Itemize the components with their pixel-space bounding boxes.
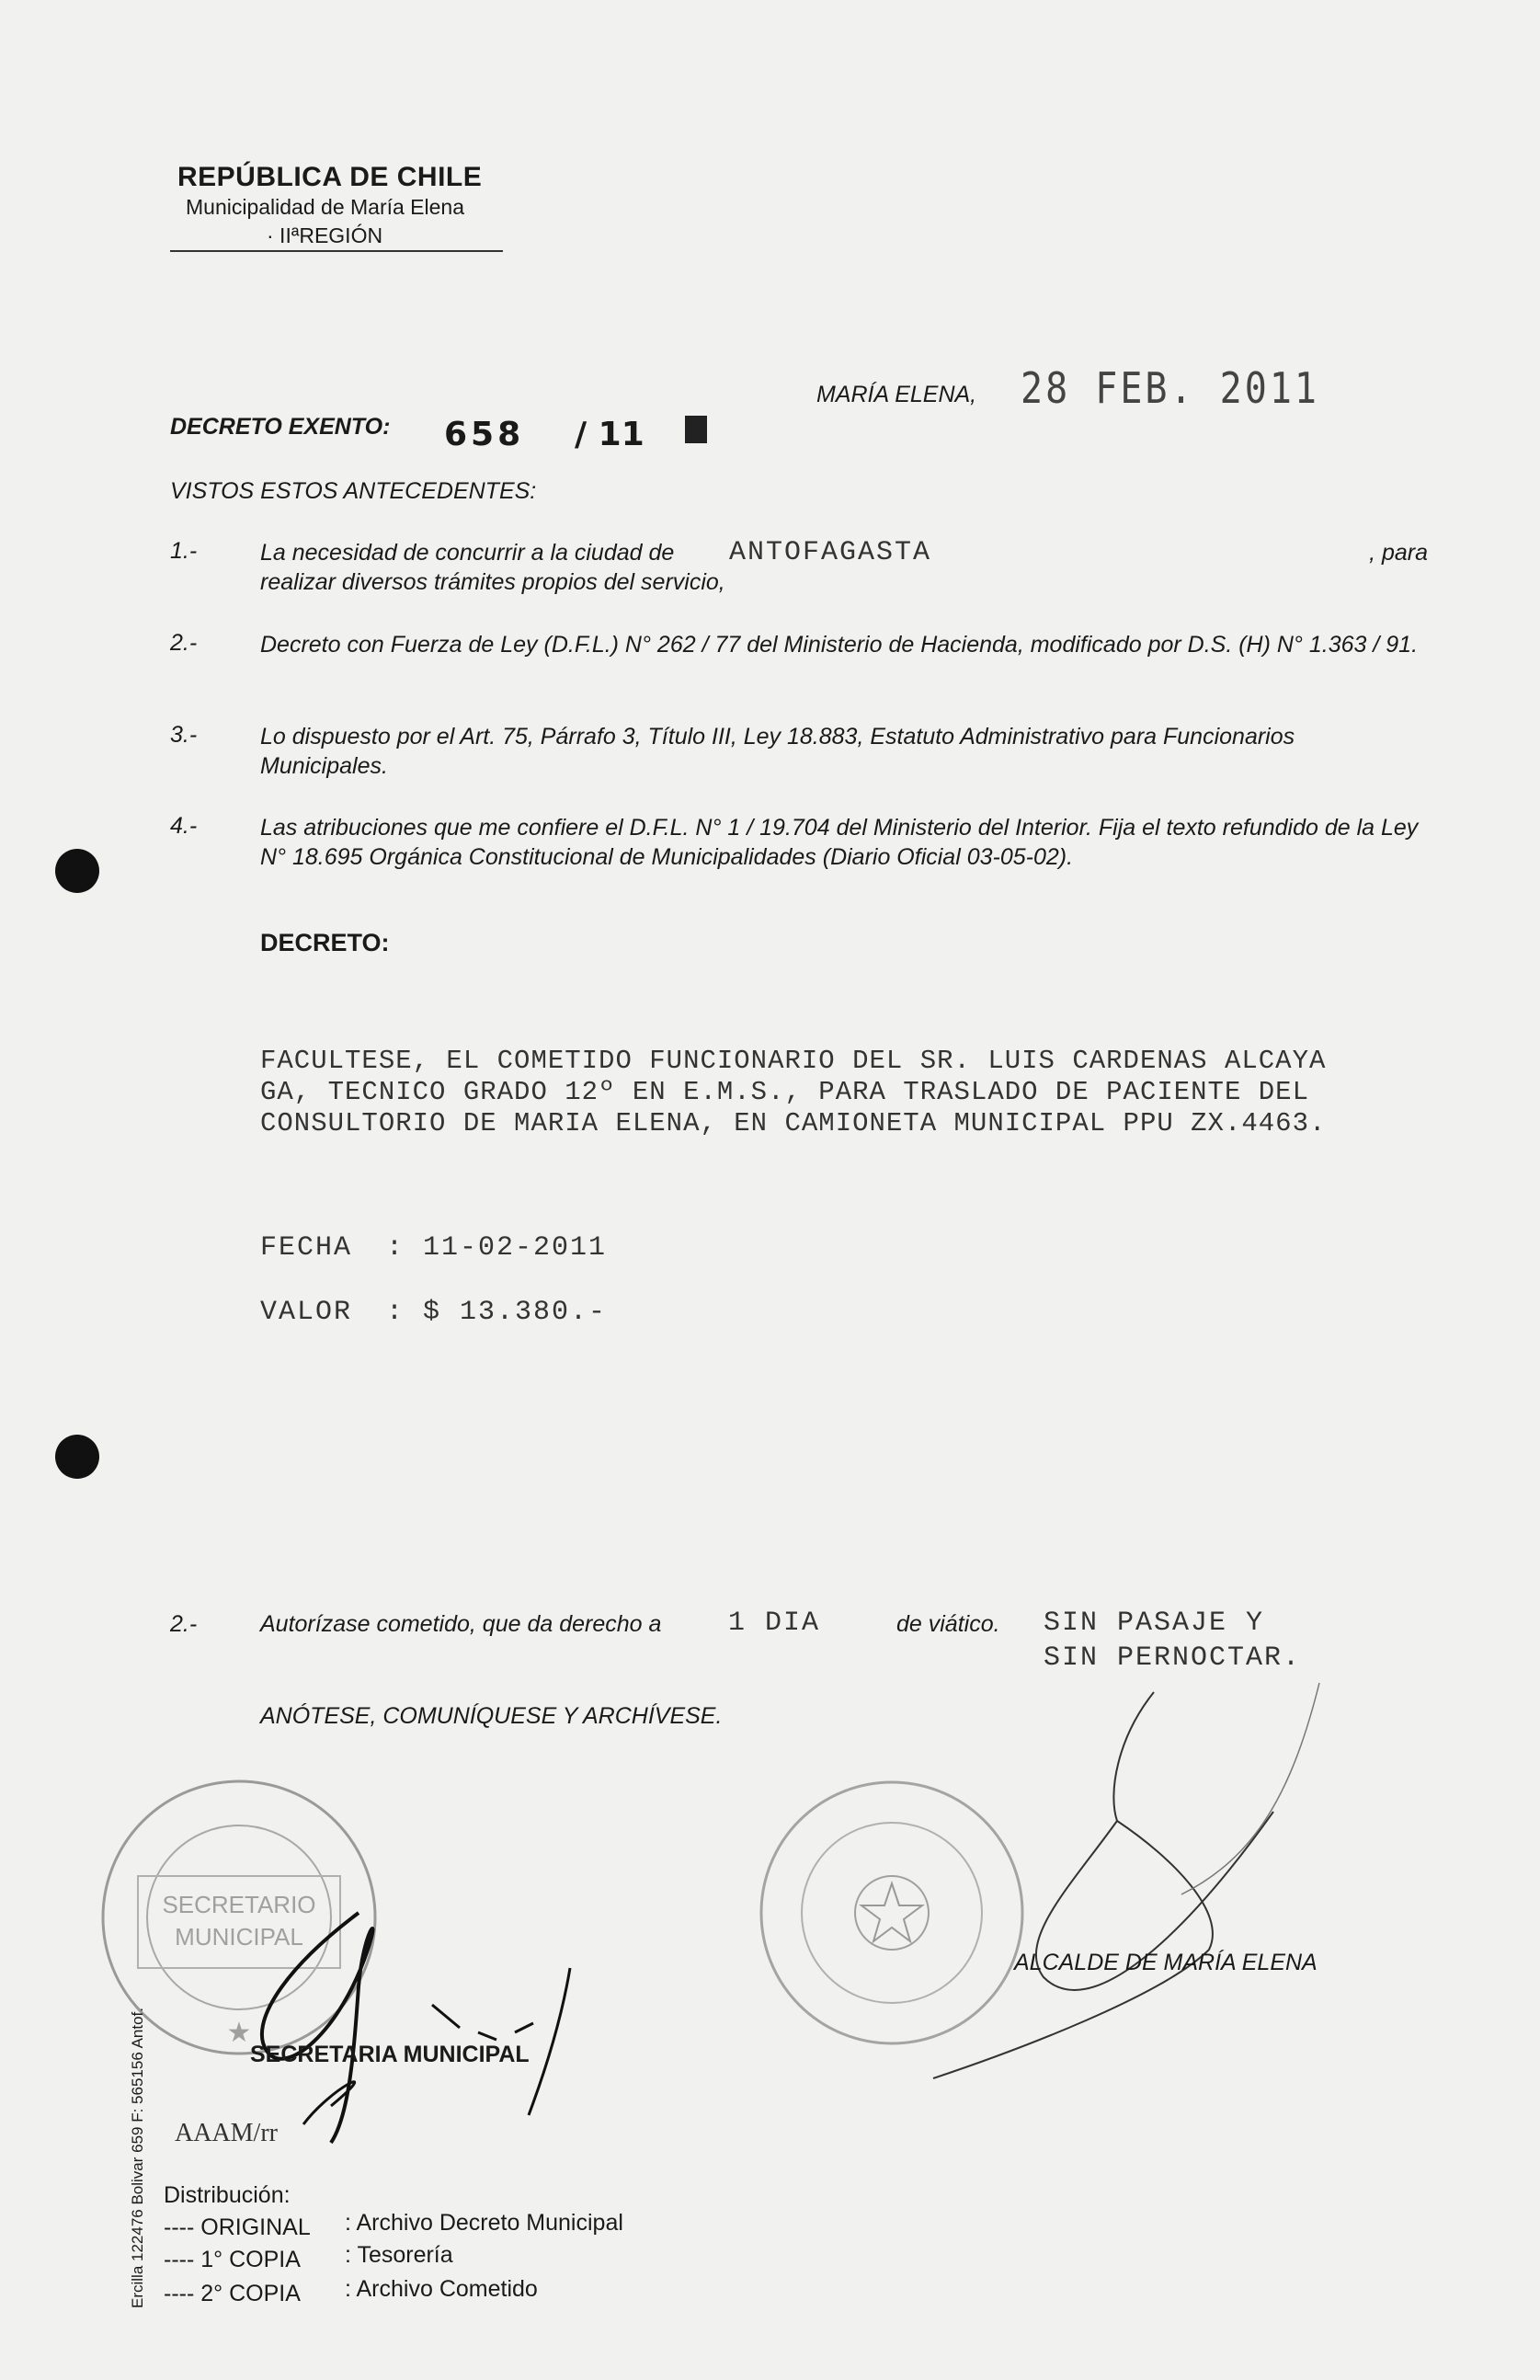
distribution-copy: ---- ORIGINAL bbox=[164, 2214, 311, 2240]
stamp-mark bbox=[685, 416, 707, 443]
mayor-signature bbox=[906, 1609, 1420, 2106]
item-text: , para bbox=[1369, 540, 1428, 566]
closing-text: ANÓTESE, COMUNÍQUESE Y ARCHÍVESE. bbox=[260, 1703, 723, 1729]
header-divider bbox=[170, 250, 503, 252]
initials: AAAM/rr bbox=[175, 2119, 278, 2147]
decreto-title: DECRETO: bbox=[260, 929, 390, 956]
item-number: 1.- bbox=[170, 538, 198, 564]
country-title: REPÚBLICA DE CHILE bbox=[177, 162, 483, 192]
vistos-title: VISTOS ESTOS ANTECEDENTES: bbox=[170, 478, 537, 504]
secretary-title: SECRETARIA MUNICIPAL bbox=[250, 2042, 530, 2067]
star-icon: ★ bbox=[226, 2018, 252, 2048]
vistos-item-4: Las atribuciones que me confiere el D.F.L. N° 1 / 19.704 del Ministerio del Interior. Fija el texto refundido de la Ley N° 18.695 Orgánica Constitucional de Municipalidades (Diario Oficial 03-05-02). bbox=[260, 815, 1419, 870]
fecha-label: FECHA bbox=[260, 1232, 353, 1264]
body-line: GA, TECNICO GRADO 12º EN E.M.S., PARA TRASLADO DE PACIENTE DEL bbox=[260, 1077, 1309, 1107]
punch-hole bbox=[55, 1435, 99, 1479]
municipality-name: Municipalidad de María Elena bbox=[186, 195, 465, 219]
valor-label: VALOR bbox=[260, 1297, 353, 1328]
secretary-signature bbox=[230, 1894, 579, 2152]
distribution-title: Distribución: bbox=[164, 2182, 291, 2208]
typed-days: 1 DIA bbox=[728, 1608, 821, 1639]
distribution-copy: ---- 2° COPIA bbox=[164, 2281, 301, 2306]
item-number: 2.- bbox=[170, 630, 198, 656]
vistos-item-1 bbox=[260, 538, 1428, 597]
mayor-title: ALCALDE DE MARÍA ELENA bbox=[1014, 1950, 1318, 1975]
autoriza-text: de viático. bbox=[896, 1611, 1000, 1637]
date-stamp: 28 FEB. 2011 bbox=[1021, 364, 1319, 414]
place-label: MARÍA ELENA, bbox=[816, 382, 977, 407]
fecha-value: : 11-02-2011 bbox=[386, 1232, 608, 1264]
punch-hole bbox=[55, 849, 99, 893]
item-text: La necesidad de concurrir a la ciudad de bbox=[260, 540, 675, 566]
typed-note: SIN PERNOCTAR. bbox=[1044, 1642, 1302, 1674]
body-line: CONSULTORIO DE MARIA ELENA, EN CAMIONETA MUNICIPAL PPU ZX.4463. bbox=[260, 1108, 1327, 1139]
seal-left-label: SECRETARIO bbox=[162, 1891, 316, 1918]
decreto-body bbox=[260, 1046, 1455, 1139]
item-number: 4.- bbox=[170, 813, 198, 839]
region-label: · IIªREGIÓN bbox=[267, 223, 383, 247]
seal-left-label: MUNICIPAL bbox=[175, 1923, 303, 1951]
decree-year: / 11 bbox=[575, 416, 645, 453]
distribution-dest: : Archivo Cometido bbox=[345, 2276, 538, 2302]
vistos-item-3: Lo dispuesto por el Art. 75, Párrafo 3, Título III, Ley 18.883, Estatuto Administrativo para Funcionarios Municipales. bbox=[260, 724, 1295, 779]
item-number: 3.- bbox=[170, 722, 198, 748]
body-line: FACULTESE, EL COMETIDO FUNCIONARIO DEL SR. LUIS CARDENAS ALCAYA bbox=[260, 1046, 1327, 1076]
distribution-dest: : Tesorería bbox=[345, 2242, 453, 2268]
decree-label: DECRETO EXENTO: bbox=[170, 414, 391, 440]
vistos-item-2: Decreto con Fuerza de Ley (D.F.L.) N° 262 / 77 del Ministerio de Hacienda, modificado por D.S. (H) N° 1.363 / 91. bbox=[260, 632, 1419, 658]
typed-city: ANTOFAGASTA bbox=[729, 537, 932, 568]
distribution-dest: : Archivo Decreto Municipal bbox=[345, 2210, 623, 2236]
item-number: 2.- bbox=[170, 1611, 198, 1637]
distribution-copy: ---- 1° COPIA bbox=[164, 2247, 301, 2272]
valor-value: : $ 13.380.- bbox=[386, 1297, 608, 1328]
typed-note: SIN PASAJE Y bbox=[1044, 1608, 1265, 1639]
printer-imprint: Ercilla 122476 Bolivar 659 F: 565156 Antof. bbox=[129, 2008, 146, 2308]
autoriza-text: Autorízase cometido, que da derecho a bbox=[260, 1611, 662, 1637]
item-text: realizar diversos trámites propios del servicio, bbox=[260, 569, 725, 595]
decree-number: 658 bbox=[444, 416, 525, 453]
